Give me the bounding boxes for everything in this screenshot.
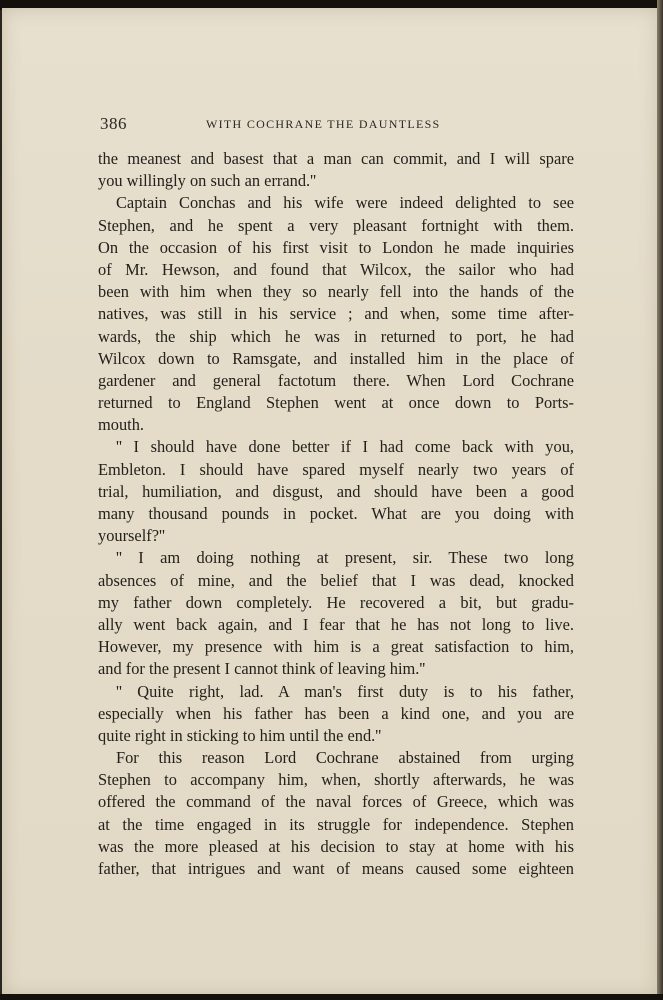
text-line: Captain Conchas and his wife were indeed delighted to see	[116, 193, 574, 213]
text-line: father, that intrigues and want of means caused some eighteen	[98, 859, 574, 878]
text-line: ally went back again, and I fear that he has not long to live.	[98, 614, 574, 634]
page-header	[100, 114, 572, 136]
scan-right-edge	[657, 0, 663, 1000]
page-number: 386	[100, 114, 127, 133]
text-line: especially when his father has been a kind one, and you are	[98, 703, 574, 723]
text-line: mouth.	[98, 415, 144, 435]
text-line: On the occasion of his first visit to London he made inquiries	[98, 237, 574, 257]
scan-bottom-border	[0, 994, 663, 1000]
text-line: quite right in sticking to him until the end.''	[98, 725, 382, 745]
text-line: wards, the ship which he was in returned to port, he had	[98, 326, 574, 346]
text-line: offered the command of the naval forces of Greece, which was	[98, 792, 574, 812]
text-line: '' I should have done better if I had come back with you,	[116, 437, 574, 457]
text-line: For this reason Lord Cochrane abstained from urging	[116, 748, 574, 768]
text-line: trial, humiliation, and disgust, and should have been a good	[98, 481, 574, 501]
text-line: my father down completely. He recovered a bit, but gradu-	[98, 592, 574, 612]
text-line: many thousand pounds in pocket. What are you doing with	[98, 504, 574, 523]
text-line: However, my presence with him is a great satisfaction to him,	[98, 637, 574, 657]
text-line: the meanest and basest that a man can commit, and I will spare	[98, 149, 574, 168]
text-line: and for the present I cannot think of leaving him.''	[98, 659, 426, 679]
text-line: natives, was still in his service ; and when, some time after-	[98, 304, 574, 324]
text-line: '' Quite right, lad. A man's first duty is to his father,	[116, 681, 574, 701]
text-line: been with him when they so nearly fell into the hands of the	[98, 282, 574, 302]
text-line: Stephen to accompany him, when, shortly afterwards, he was	[98, 770, 574, 790]
text-line: of Mr. Hewson, and found that Wilcox, the sailor who had	[98, 259, 574, 279]
text-line: gardener and general factotum there. When Lord Cochrane	[98, 370, 574, 390]
text-line: returned to England Stephen went at once down to Ports-	[98, 393, 574, 413]
text-line: absences of mine, and the belief that I was dead, knocked	[98, 570, 574, 590]
text-line: Wilcox down to Ramsgate, and installed him in the place of	[98, 348, 574, 368]
text-line: Stephen, and he spent a very pleasant fortnight with them.	[98, 215, 574, 235]
text-line: Embleton. I should have spared myself nearly two years of	[98, 459, 574, 479]
text-line: at the time engaged in its struggle for independence. Stephen	[98, 814, 574, 834]
text-line: was the more pleased at his decision to stay at home with his	[98, 836, 574, 856]
body-text	[98, 148, 574, 880]
text-line: yourself?''	[98, 526, 165, 546]
text-line: '' I am doing nothing at present, sir. These two long	[116, 548, 574, 568]
text-line: you willingly on such an errand.''	[98, 171, 317, 191]
running-title: WITH COCHRANE THE DAUNTLESS	[206, 117, 441, 131]
